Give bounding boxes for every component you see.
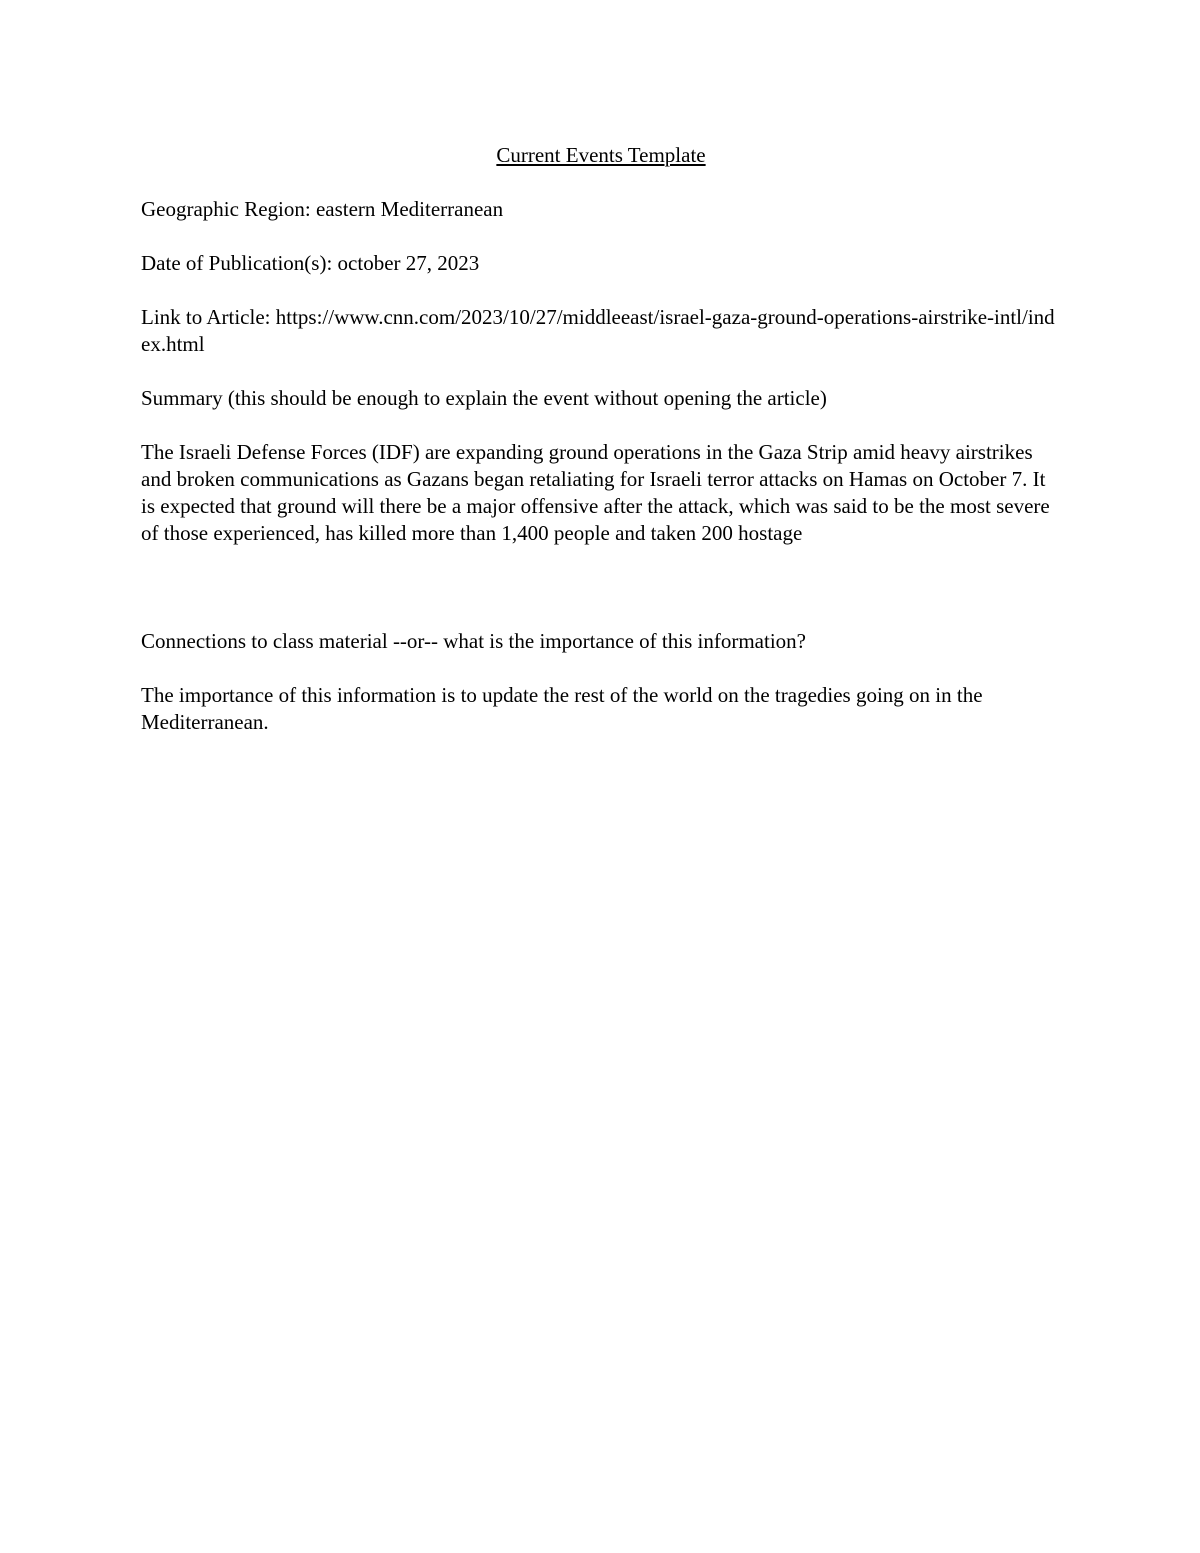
region-line [141, 196, 1061, 223]
article-link-url: https://www.cnn.com/2023/10/27/middleeast/israel-gaza-ground-operations-airstrike-intl/index.html [141, 305, 1055, 356]
document-title: Current Events Template [496, 143, 706, 167]
region-label: Geographic Region: [141, 197, 311, 221]
summary-body: The Israeli Defense Forces (IDF) are expanding ground operations in the Gaza Strip amid heavy airstrikes and broken communications as Gazans began retaliating for Israeli terror attacks on Hamas on October 7. It is expected that ground will there be a major offensive after the attack, which was said to be the most severe of those experienced, has killed more than 1,400 people and taken 200 hostage [141, 440, 1050, 545]
connections-body: The importance of this information is to update the rest of the world on the tragedies going on in the Mediterranean. [141, 683, 983, 734]
connections-heading: Connections to class material --or-- what is the importance of this information? [141, 629, 806, 653]
article-link-line [141, 304, 1061, 358]
summary-heading: Summary (this should be enough to explain the event without opening the article) [141, 386, 827, 410]
publication-date-value: october 27, 2023 [337, 251, 480, 275]
article-link-label: Link to Article: [141, 305, 271, 329]
publication-date-line [141, 250, 1061, 277]
publication-date-label: Date of Publication(s): [141, 251, 333, 275]
region-value: eastern Mediterranean [315, 197, 504, 221]
document-content [141, 142, 1061, 763]
